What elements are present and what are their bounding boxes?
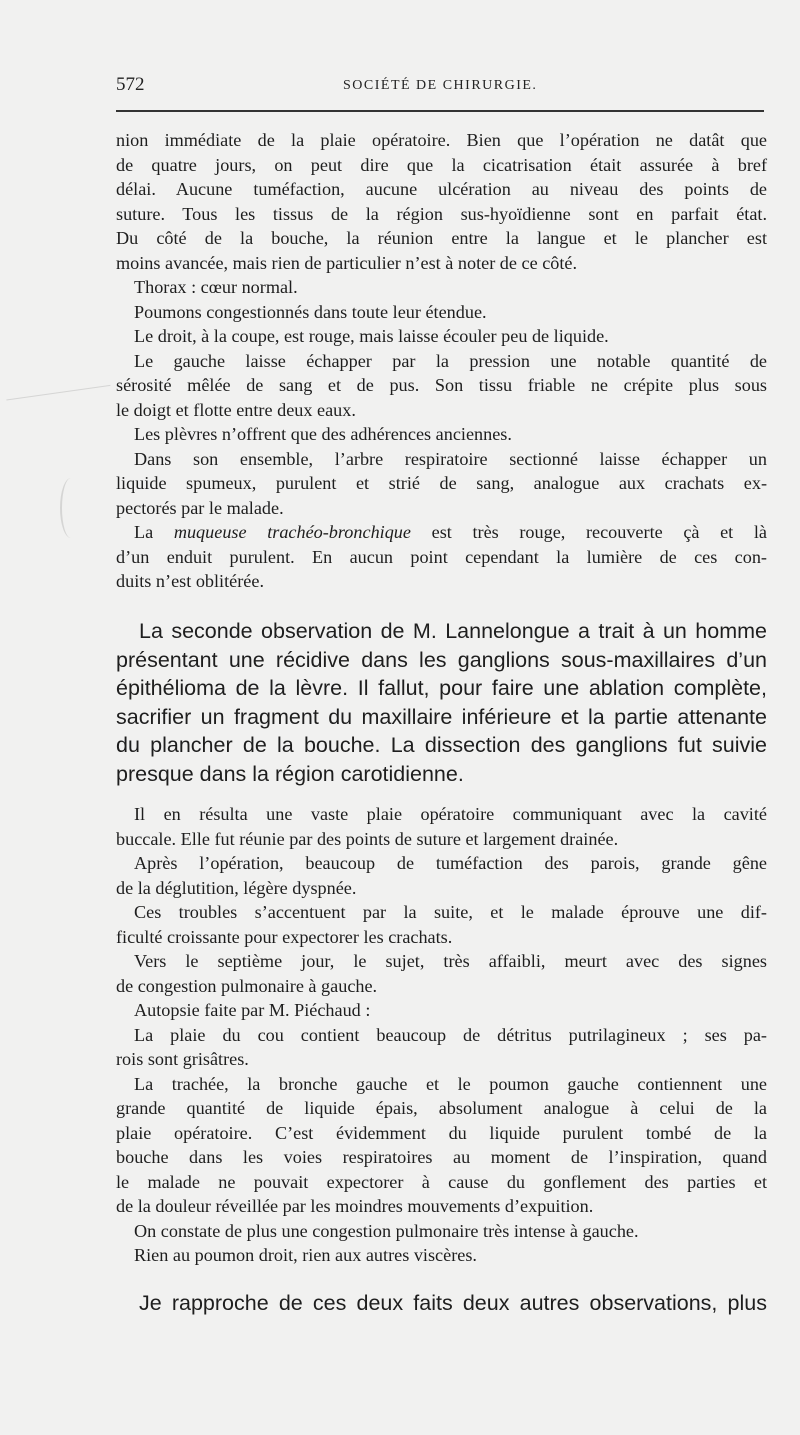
text-span: le doigt et flotte entre deux eaux. [116,399,356,420]
text-span: Les plèvres n’offrent que des adhérences anciennes. [134,424,512,444]
text-span: de la déglutition, légère dyspnée. [116,877,357,898]
text-span: le malade ne pouvait expectorer à cause du gonflement des parties et [116,1171,767,1192]
text-span: presque dans la région carotidienne. [116,761,464,786]
text-line [116,731,767,760]
text-span: sacrifier un fragment du maxillaire inférieure et la partie attenante [116,704,767,729]
text-line [116,398,767,423]
text-span: pectorés par le malade. [116,497,284,518]
text-span: Après l’opération, beaucoup de tuméfaction des parois, grande gêne [134,853,767,873]
text-span: La plaie du cou contient beaucoup de détritus putrilagineux ; ses pa- [134,1024,767,1045]
text-span: est très rouge, recouverte çà et là [410,522,767,542]
text-span: Le gauche laisse échapper par la pression une notable quantité de [134,350,767,371]
text-line [116,1145,767,1170]
text-span: épithélioma de la lèvre. Il fallut, pour faire une ablation complète, [116,676,767,700]
text-span: plaie opératoire. C’est évidemment du liquide purulent tombé de la [116,1122,767,1143]
text-line [116,1219,767,1244]
text-span: Dans son ensemble, l’arbre respiratoire sectionné laisse échapper un [134,448,767,469]
margin-bleed-mark [6,385,114,430]
text-span: liquide spumeux, purulent et strié de sang, analogue aux crachats ex- [116,473,767,493]
text-line [116,1023,767,1048]
text-line [116,226,767,251]
text-line [116,1072,767,1097]
text-span: sérosité mêlée de sang et de pus. Son tissu friable ne crépite plus sous [116,375,767,395]
running-head: SOCIÉTÉ DE CHIRURGIE. [343,78,538,93]
text-line [116,876,767,901]
text-line [116,998,767,1023]
text-line [116,827,767,852]
text-span: Du côté de la bouche, la réunion entre la langue et le plancher est [116,228,767,248]
text-line [116,349,767,374]
text-span: Poumons congestionnés dans toute leur étendue. [134,301,487,322]
page-number: 572 [116,74,145,95]
text-line [116,949,767,974]
text-line [116,153,767,178]
text-span: Le droit, à la coupe, est rouge, mais laisse écouler peu de liquide. [134,326,609,346]
text-line [116,1243,767,1268]
text-span: de quatre jours, on peut dire que la cicatrisation était assurée à bref [116,154,767,175]
text-line [116,703,767,732]
text-span: buccale. Elle fut réunie par des points de suture et largement drainée. [116,828,619,849]
text-span: suture. Tous les tissus de la région sus-hyoïdienne sont en parfait état. [116,203,767,224]
text-span: Thorax : cœur normal. [134,277,298,297]
text-line [116,569,767,594]
text-span: de congestion pulmonaire à gauche. [116,975,378,996]
text-line [116,974,767,999]
text-span: Autopsie faite par M. Piéchaud : [134,1000,371,1020]
text-line [116,802,767,827]
text-line [116,447,767,472]
text-span: duits n’est oblitérée. [116,571,264,591]
text-line [116,177,767,202]
header-rule [116,110,764,112]
text-line [116,760,767,789]
text-line [116,128,767,153]
text-line [116,1047,767,1072]
text-line [116,202,767,227]
text-line [116,900,767,925]
text-line [116,1194,767,1219]
text-span: Rien au poumon droit, rien aux autres viscères. [134,1245,477,1265]
text-line [116,324,767,349]
italic-term: muqueuse trachéo-bronchique [173,522,411,542]
text-span: La [134,522,174,542]
text-span: bouche dans les voies respiratoires au moment de l’inspiration, quand [116,1147,767,1167]
text-span: Il en résulta une vaste plaie opératoire communiquant avec la cavité [134,804,767,824]
text-span: de la douleur réveillée par les moindres mouvements d’expuition. [116,1196,594,1216]
text-span: La seconde observation de M. Lannelongue a trait à un homme [139,619,767,643]
text-span: délai. Aucune tuméfaction, aucune ulcération au niveau des points de [116,179,767,199]
text-span: moins avancée, mais rien de particulier n’est à noter de ce côté. [116,252,578,273]
text-line [116,300,767,325]
text-span: grande quantité de liquide épais, absolument analogue à celui de la [116,1098,767,1118]
text-line [116,925,767,950]
text-line [116,520,767,545]
text-line [116,422,767,447]
closing-paragraph [116,1289,767,1318]
text-span: d’un enduit purulent. En aucun point cependant la lumière de ces con- [116,546,767,567]
margin-bleed-mark [60,478,82,538]
text-span: nion immédiate de la plaie opératoire. Bien que l’opération ne datât que [116,130,767,150]
text-line [116,496,767,521]
text-line [116,471,767,496]
text-span: La trachée, la bronche gauche et le poumon gauche contiennent une [134,1073,767,1094]
text-line [116,1096,767,1121]
second-observation-details [116,802,767,1268]
text-line [116,1170,767,1195]
text-span: du plancher de la bouche. La dissection des ganglions fut suivie [116,733,767,757]
autopsy-text-block [116,128,767,594]
text-line [116,1289,767,1318]
text-line [116,851,767,876]
text-line [116,1121,767,1146]
text-span: On constate de plus une congestion pulmonaire très intense à gauche. [134,1220,639,1241]
second-observation-summary [116,617,767,788]
text-span: présentant une récidive dans les ganglions sous-maxillaires d’un [116,647,767,672]
text-line [116,617,767,646]
text-line [116,646,767,675]
text-line [116,275,767,300]
text-span: ficulté croissante pour expectorer les crachats. [116,926,453,947]
text-line [116,545,767,570]
text-span: Vers le septième jour, le sujet, très affaibli, meurt avec des signes [134,951,767,971]
text-line [116,251,767,276]
text-line [116,373,767,398]
text-line [116,674,767,703]
page-header [116,74,764,102]
text-span: Je rapproche de ces deux faits deux autres observations, plus [139,1291,767,1315]
text-span: Ces troubles s’accentuent par la suite, et le malade éprouve une dif- [134,902,767,922]
text-span: rois sont grisâtres. [116,1049,249,1069]
